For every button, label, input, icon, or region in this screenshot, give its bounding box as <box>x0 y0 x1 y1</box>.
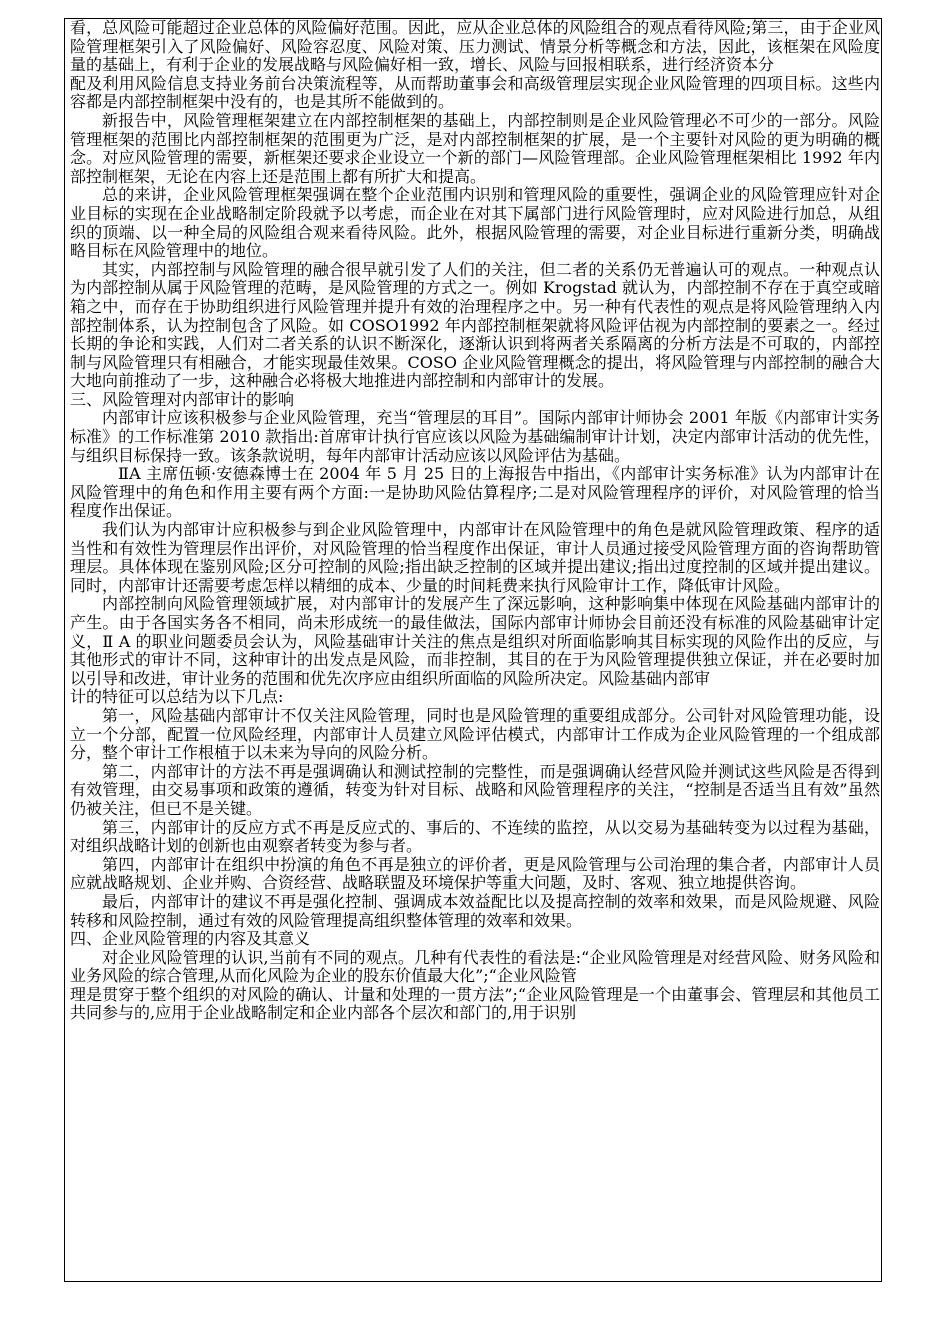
paragraph: 理是贯穿于整个组织的对风险的确认、计量和处理的一贯方法”;“企业风险管理是一个由董事会、管理层和其他员工共同参与的,应用于企业战略制定和企业内部各个层次和部门的,用于识别 <box>70 984 880 1023</box>
paragraph: 第一，风险基础内部审计不仅关注风险管理，同时也是风险管理的重要组成部分。公司针对风险管理功能，设立一个分部，配置一位风险经理，内部审计人员建立风险评估模式，内部审计工作成为企业风险管理的一个组成部分，整个审计工作根植于以未来为导向的风险分析。 <box>70 705 880 763</box>
paragraph: 第二，内部审计的方法不再是强调确认和测试控制的完整性，而是强调确认经营风险并测试这些风险是否得到有效管理，由交易事项和政策的遵循，转变为针对目标、战略和风险管理程序的关注，“控制是否适当且有效”虽然仍被关注，但已不是关键。 <box>70 761 880 818</box>
paragraph: 我们认为内部审计应积极参与到企业风险管理中，内部审计在风险管理中的角色是就风险管理政策、程序的适当性和有效性为管理层作出评价，对风险管理的恰当程度作出保证，审计人员通过接受风险管理方面的咨询帮助管理层。具体体现在鉴别风险;区分可控制的风险;指出缺乏控制的区域并提出建议;指出过度控制的区域并提出建议。同时，内部审计还需要考虑怎样以精细的成本、少量的时间耗费来执行风险审计工作，降低审计风险。 <box>70 520 880 595</box>
paragraph: 对企业风险管理的认识,当前有不同的观点。几种有代表性的看法是:“企业风险管理是对经营风险、财务风险和业务风险的综合管理,从而化风险为企业的股东价值最大化”;“企业风险管 <box>70 947 880 986</box>
paragraph: 内部审计应该积极参与企业风险管理，充当“管理层的耳目”。国际内部审计师协会 2001 年版《内部审计实务标准》的工作标准第 2010 款指出:首席审计执行官应该以风险为基础编制审计计划，决定内部审计活动的优先性，与组织目标保持一致。该条款说明，每年内部审计活动应该以风险评估为基础。 <box>70 408 880 465</box>
paragraph: 第三，内部审计的反应方式不再是反应式的、事后的、不连续的监控，从以交易为基础转变为以过程为基础，对组织战略计划的创新也由观察者转变为参与者。 <box>70 817 880 856</box>
paragraph: 看，总风险可能超过企业总体的风险偏好范围。因此，应从企业总体的风险组合的观点看待风险;第三，由于企业风险管理框架引入了风险偏好、风险容忍度、风险对策、压力测试、情景分析等概念和方法，因此，该框架在风险度量的基础上，有利于企业的发展战略与风险偏好相一致，增长、风险与回报相联系，进行经济资本分 <box>70 18 880 75</box>
paragraph: 内部控制向风险管理领域扩展，对内部审计的发展产生了深远影响，这种影响集中体现在风险基础内部审计的产生。由于各国实务各不相同，尚未形成统一的最佳做法，国际内部审计师协会目前还没有标准的风险基础审计定义，Ⅱ A 的职业问题委员会认为，风险基础审计关注的焦点是组织对所面临影响其目标实现的风险作出的反应，与其他形式的审计不同，这种审计的出发点是风险，而非控制，其目的在于为风险管理提供独立保证，并在必要时加以引导和改进，审计业务的范围和优先次序应由组织所面临的风险所决定。风险基础内部审 <box>70 594 880 688</box>
section-heading: 四、企业风险管理的内容及其意义 <box>70 929 311 949</box>
paragraph: 计的特征可以总结为以下几点: <box>70 687 284 707</box>
section-heading: 三、风险管理对内部审计的影响 <box>70 389 295 409</box>
paragraph: 新报告中，风险管理框架建立在内部控制框架的基础上，内部控制则是企业风险管理必不可少的一部分。风险管理框架的范围比内部控制框架的范围更为广泛，是对内部控制框架的扩展，是一个主要针对风险的更为明确的概念。对应风险管理的需要，新框架还要求企业设立一个新的部门—风险管理部。企业风险管理框架相比 1992 年内部控制框架，无论在内容上还是范围上都有所扩大和提高。 <box>70 110 880 186</box>
paragraph: 总的来讲，企业风险管理框架强调在整个企业范围内识别和管理风险的重要性，强调企业的风险管理应针对企业目标的实现在企业战略制定阶段就予以考虑，而企业在对其下属部门进行风险管理时，应对风险进行加总，从组织的顶端、以一种全局的风险组合观来看待风险。此外，根据风险管理的需要，对企业目标进行重新分类，明确战略目标在风险管理中的地位。 <box>70 185 880 261</box>
paragraph: ⅡA 主席伍顿·安德森博士在 2004 年 5 月 25 日的上海报告中指出，《内部审计实务标准》认为内部审计在风险管理中的角色和作用主要有两个方面:一是协助风险估算程序;二是对风险管理程序的评价，对风险管理的恰当程度作出保证。 <box>70 464 880 521</box>
paragraph: 其实，内部控制与风险管理的融合很早就引发了人们的关注，但二者的关系仍无普遍认可的观点。一种观点认为内部控制从属于风险管理的范畴，是风险管理的方式之一。例如 Krogstad 就认为，内部控制不存在于真空或暗箱之中，而存在于协助组织进行风险管理并提升有效的治理程序之中。另一种有代表性的观点是将风险管理纳入内部控制体系，认为控制包含了风险。如 COSO1992 年内部控制框架就将风险评估视为内部控制的要素之一。经过长期的争论和实践，人们对二者关系的认识不断深化，逐渐认识到将两者关系隔离的分析方法是不可取的，内部控制与风险管理只有相融合，才能实现最佳效果。COSO 企业风险管理概念的提出，将风险管理与内部控制的融合大大地向前推动了一步，这种融合必将极大地推进内部控制和内部审计的发展。 <box>70 259 880 391</box>
paragraph: 第四，内部审计在组织中扮演的角色不再是独立的评价者，更是风险管理与公司治理的集合者，内部审计人员应就战略规划、企业并购、合资经营、战略联盟及环境保护等重大问题，及时、客观、独立地提供咨询。 <box>70 854 880 893</box>
paragraph: 最后，内部审计的建议不再是强化控制、强调成本效益配比以及提高控制的效率和效果，而是风险规避、风险转移和风险控制，通过有效的风险管理提高组织整体管理的效率和效果。 <box>70 891 880 930</box>
document-body <box>70 19 880 1023</box>
paragraph: 配及利用风险信息支持业务前台决策流程等，从而帮助董事会和高级管理层实现企业风险管理的四项目标。这些内容都是内部控制框架中没有的，也是其所不能做到的。 <box>70 73 880 112</box>
